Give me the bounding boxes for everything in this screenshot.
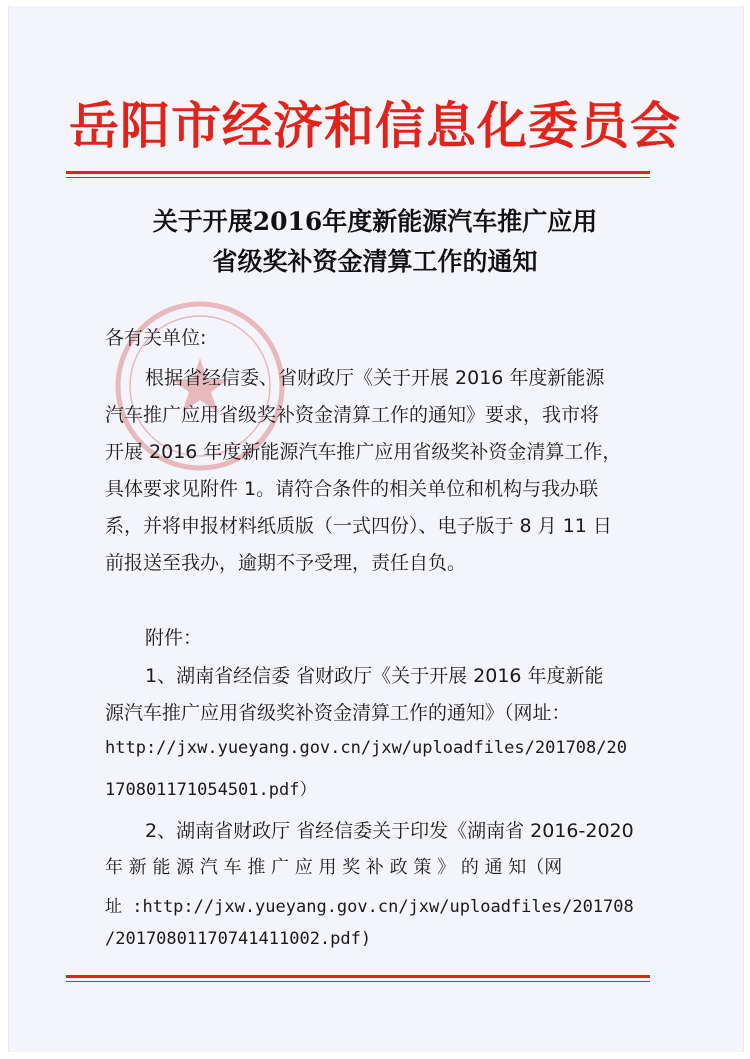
paragraph-line: 开展 2016 年度新能源汽车推广应用省级奖补资金清算工作， [105, 441, 622, 463]
document-title-line-2: 省级奖补资金清算工作的通知 [212, 247, 538, 276]
attachment-1-url-line: http://jxw.yueyang.gov.cn/jxw/uploadfiles/201708/20 [105, 738, 627, 758]
header-divider-line [66, 171, 650, 174]
paragraph-line: 根据省经信委、省财政厅《关于开展 2016 年度新能源 [145, 367, 605, 389]
attachment-1-url-line: 170801171054501.pdf） [105, 780, 317, 800]
attachment-2-line: 年 新 能 源 汽 车 推 广 应 用 奖 补 政 策 》 的 通 知（网 [105, 857, 563, 878]
issuing-organization-header: 岳阳市经济和信息化委员会 [69, 96, 681, 155]
document-title-line-1: 关于开展2016年度新能源汽车推广应用 [152, 207, 598, 236]
footer-divider-line [66, 975, 650, 978]
salutation: 各有关单位: [105, 327, 207, 349]
paragraph-line: 具体要求见附件 1。请符合条件的相关单位和机构与我办联 [105, 478, 599, 500]
attachment-2-line: 2、湖南省财政厅 省经信委关于印发《湖南省 2016-2020 [145, 820, 634, 842]
attachment-2-url-line: /20170801170741411002.pdf) [105, 929, 372, 949]
attachments-heading: 附件： [145, 627, 203, 649]
footer-divider-line-thin [66, 981, 650, 982]
attachment-2-url-line: 址 :http://jxw.yueyang.gov.cn/jxw/uploadfiles/201708 [105, 897, 634, 917]
attachment-1-line: 源汽车推广应用省级奖补资金清算工作的通知》（网址： [105, 702, 571, 724]
header-divider-line-thin [66, 177, 650, 178]
paragraph-line: 前报送至我办，逾期不予受理，责任自负。 [105, 552, 467, 574]
attachment-1-line: 1、湖南省经信委 省财政厅《关于开展 2016 年度新能 [145, 665, 604, 687]
paragraph-line: 系，并将申报材料纸质版（一式四份）、电子版于 8 月 11 日 [105, 515, 612, 537]
paragraph-line: 汽车推广应用省级奖补资金清算工作的通知》要求，我市将 [105, 404, 600, 426]
